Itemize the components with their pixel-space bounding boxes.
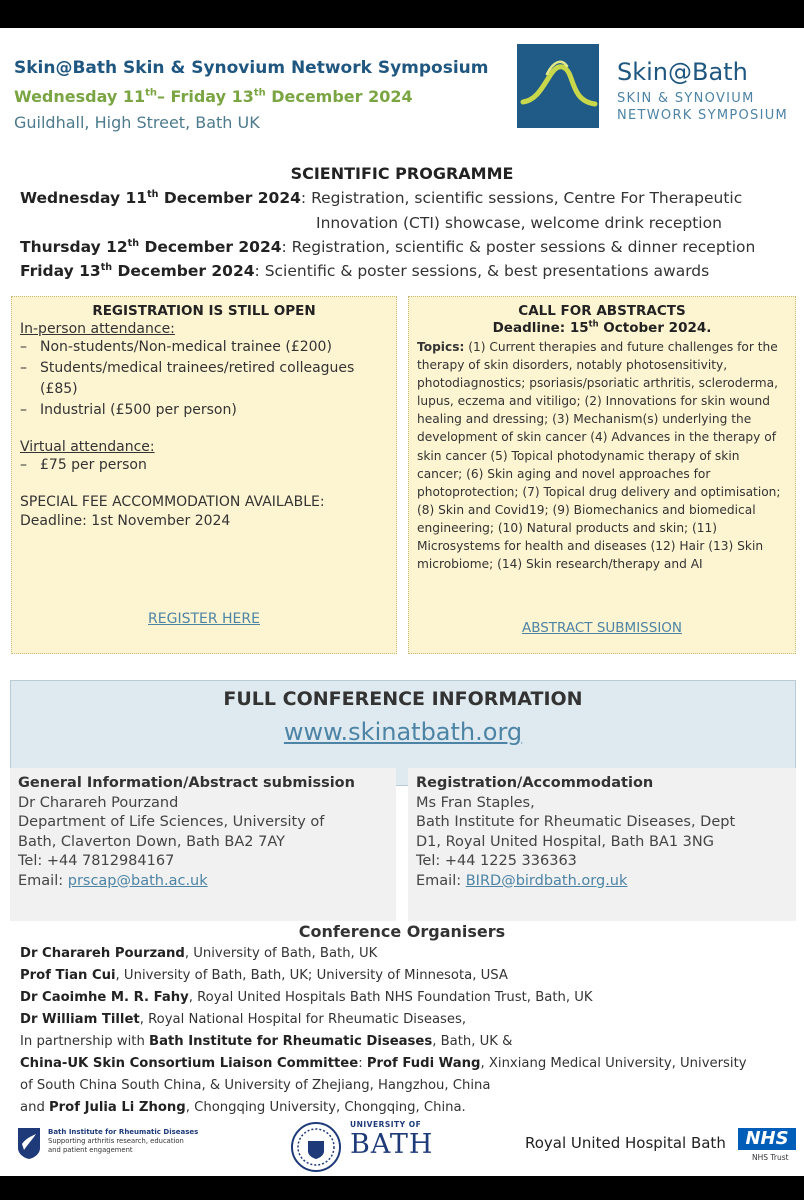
hospital-name: Royal United Hospital Bath <box>525 1134 726 1152</box>
fee-item: – Students/medical trainees/retired colleagues (£85) <box>20 358 388 400</box>
programme-wednesday: Wednesday 11th December 2024: Registration, scientific sessions, Centre For Therapeutic <box>20 188 743 207</box>
programme-title: SCIENTIFIC PROGRAMME <box>290 164 514 183</box>
contact-name: Ms Fran Staples, <box>416 794 535 811</box>
logo-name: Skin@Bath <box>617 58 748 86</box>
china-line-2: of South China South China, & University of Zhejiang, Hangzhou, China <box>20 1078 491 1093</box>
programme-friday: Friday 13th December 2024: Scientific & poster sessions, & best presentations awards <box>20 261 710 280</box>
china-line: China-UK Skin Consortium Liaison Committee: Prof Fudi Wang, Xinxiang Medical University, University <box>20 1056 747 1071</box>
general-info-box <box>10 768 396 921</box>
logo-subtitle-1: SKIN & SYNOVIUM <box>617 91 755 106</box>
organiser-line: Dr William Tillet, Royal National Hospital for Rheumatic Diseases, <box>20 1012 467 1027</box>
organiser-line: Dr Caoimhe M. R. Fahy, Royal United Hospitals Bath NHS Foundation Trust, Bath, UK <box>20 990 593 1005</box>
bird-logo-icon <box>14 1124 44 1164</box>
university-name: BATH <box>350 1129 434 1160</box>
bird-name: Bath Institute for Rheumatic Diseases <box>48 1128 199 1136</box>
special-fee-note: SPECIAL FEE ACCOMMODATION AVAILABLE: <box>20 494 325 510</box>
conference-website-link[interactable]: www.skinatbath.org <box>283 718 523 746</box>
general-info-title: General Information/Abstract submission <box>18 775 355 791</box>
abstracts-deadline: Deadline: 15th October 2024. <box>492 318 712 336</box>
university-label: UNIVERSITY OF <box>350 1120 422 1129</box>
contact-address: Bath Institute for Rheumatic Diseases, Dept <box>416 814 736 830</box>
fee-item: – £75 per person <box>20 455 388 476</box>
programme-thursday: Thursday 12th December 2024: Registration, scientific & poster sessions & dinner reception <box>20 237 756 256</box>
registration-info-box <box>408 768 796 921</box>
contact-address: D1, Royal United Hospital, Bath BA1 3NG <box>416 833 714 850</box>
organiser-line: Prof Tian Cui, University of Bath, Bath, UK; University of Minnesota, USA <box>20 968 508 983</box>
register-here-link[interactable]: REGISTER HERE <box>148 611 260 627</box>
logo-subtitle-2: NETWORK SYMPOSIUM <box>617 108 789 123</box>
in-person-label: In-person attendance: <box>20 321 175 337</box>
contact-address: Department of Life Sciences, University of <box>18 814 325 830</box>
registration-info-title: Registration/Accommodation <box>416 775 654 791</box>
virtual-label: Virtual attendance: <box>20 439 155 455</box>
symposium-venue: Guildhall, High Street, Bath UK <box>14 113 260 132</box>
university-crest-icon <box>290 1121 342 1176</box>
nhs-trust-label: NHS Trust <box>752 1153 789 1162</box>
partnership-line: In partnership with Bath Institute for Rheumatic Diseases, Bath, UK & <box>20 1034 513 1049</box>
email-link[interactable]: prscap@bath.ac.uk <box>67 872 208 889</box>
registration-title: REGISTRATION IS STILL OPEN <box>92 303 316 319</box>
fee-item: – Non-students/Non-medical trainee (£200) <box>20 337 388 358</box>
abstract-submission-link[interactable]: ABSTRACT SUBMISSION <box>521 620 683 636</box>
conference-info-title: FULL CONFERENCE INFORMATION <box>223 688 583 710</box>
registration-box <box>11 296 397 654</box>
wave-logo-icon <box>517 44 599 128</box>
contact-email-row: Email: prscap@bath.ac.uk <box>18 872 208 889</box>
contact-email-row: Email: BIRD@birdbath.org.uk <box>416 872 628 889</box>
accommodation-deadline: Deadline: 1st November 2024 <box>20 513 231 529</box>
organiser-line: Dr Charareh Pourzand, University of Bath, Bath, UK <box>20 946 378 961</box>
abstract-topics: Topics: (1) Current therapies and future challenges for the therapy of skin disorders, notably photosensitivity, photodiagnostics; psoriasis/psoriatic arthritis, scleroderma, lupus, eczema and vitiligo; (2) Innovations for skin wound healing and dressing; (3) Mechanism(s) underlying the development of skin cancer (4) Advances in the therapy of skin cancer (5) Topical photodynamic therapy of skin cancer; (6) Skin aging and novel approaches for photoprotection; (7) Topical drug delivery and optimisation; (8) Skin and Covid19; (9) Biomechanics and biomedical engineering; (10) Natural products and skin; (11) Microsystems for health and diseases (12) Hair (13) Skin microbiome; (14) Skin research/therapy and AI <box>417 340 781 572</box>
china-line-3: and Prof Julia Li Zhong, Chongqing University, Chongqing, China. <box>20 1100 466 1115</box>
symposium-title: Skin@Bath Skin & Synovium Network Symposium <box>14 58 489 78</box>
contact-tel: Tel: +44 7812984167 <box>18 853 175 869</box>
fee-item: – Industrial (£500 per person) <box>20 400 388 421</box>
symposium-dates: Wednesday 11th– Friday 13th December 2024 <box>14 87 413 106</box>
abstracts-box <box>408 296 796 654</box>
organisers-title: Conference Organisers <box>298 922 506 941</box>
programme-wednesday-cont: Innovation (CTI) showcase, welcome drink reception <box>316 214 722 232</box>
flyer-page <box>0 28 804 1176</box>
bird-tagline: Supporting arthritis research, education and patient engagement <box>48 1137 184 1154</box>
contact-address: Bath, Claverton Down, Bath BA2 7AY <box>18 833 285 850</box>
contact-tel: Tel: +44 1225 336363 <box>416 853 577 869</box>
skinatbath-logo <box>517 44 599 128</box>
contact-name: Dr Charareh Pourzand <box>18 794 179 811</box>
nhs-logo: NHS <box>738 1128 796 1150</box>
abstracts-title: CALL FOR ABSTRACTS <box>518 303 686 319</box>
email-link[interactable]: BIRD@birdbath.org.uk <box>465 872 628 889</box>
